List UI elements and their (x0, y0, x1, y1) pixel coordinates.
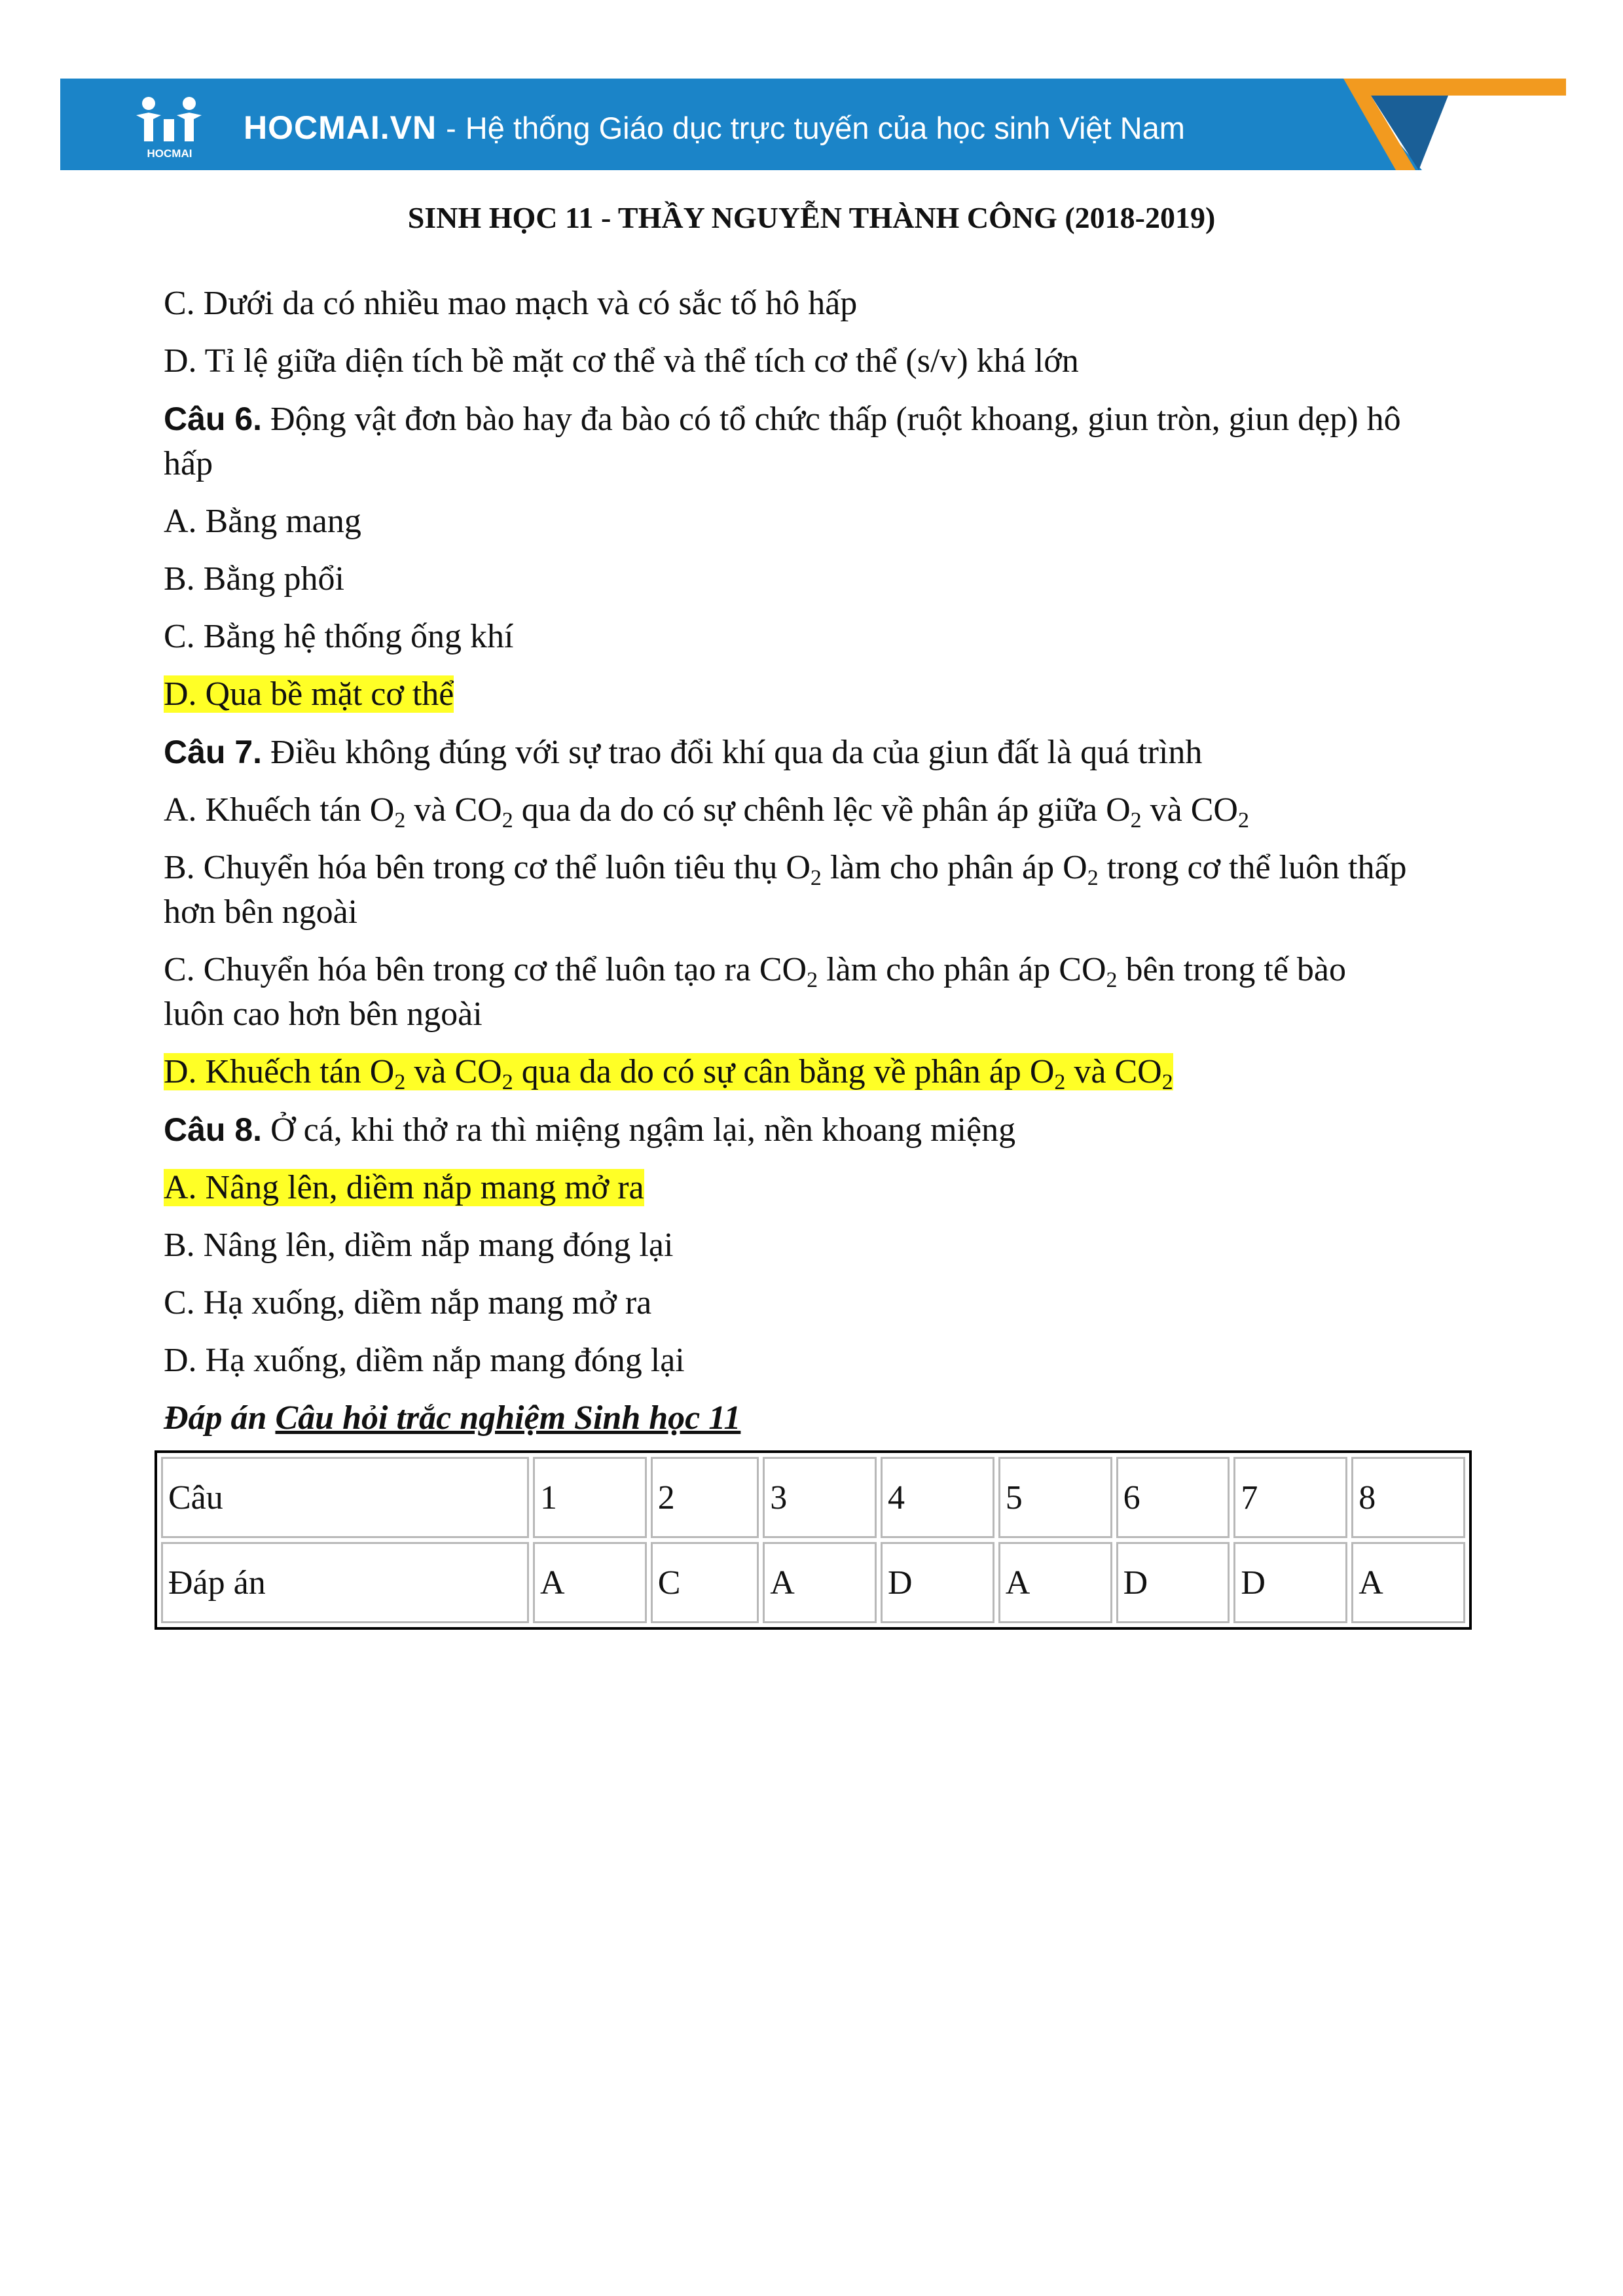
table-cell: 8 (1351, 1457, 1465, 1538)
table-cell: Đáp án (161, 1542, 529, 1623)
answer-table (155, 1450, 1472, 1630)
table-cell: 7 (1233, 1457, 1347, 1538)
hocmai-logo-icon[interactable] (131, 93, 208, 162)
q7-option-c: C. Chuyển hóa bên trong cơ thể luôn tạo ra $CO_2$ làm cho phân áp $CO_2$ bên trong tế bào luôn cao hơn bên ngoài (164, 951, 1346, 1033)
q6-option-b: B. Bằng phổi (164, 560, 344, 598)
q7-option-a: A. Khuếch tán $O_2$ và $CO_2$ qua da do có sự chênh lệc về phân áp giữa $O_2$ và $CO_2$ (164, 791, 1249, 833)
table-cell: A (998, 1542, 1112, 1623)
table-cell: D (1116, 1542, 1230, 1623)
header-banner (60, 79, 1566, 170)
correct-answer-highlight: A. Nâng lên, diềm nắp mang mở ra (164, 1169, 644, 1206)
q6-option-c: C. Bằng hệ thống ống khí (164, 618, 514, 655)
q6-option-d (164, 672, 1408, 717)
answer-heading-prefix: Đáp án (164, 1399, 267, 1437)
table-cell: A (1351, 1542, 1465, 1623)
table-cell: Câu (161, 1457, 529, 1538)
answer-heading (164, 1396, 1408, 1441)
q7-option-d (164, 1050, 1408, 1094)
table-row (161, 1542, 1465, 1623)
table-cell: 2 (651, 1457, 759, 1538)
question-label: Câu 8. (164, 1111, 263, 1148)
table-cell: A (763, 1542, 877, 1623)
q7-option-b: B. Chuyển hóa bên trong cơ thể luôn tiêu thụ $O_2$ làm cho phân áp $O_2$ trong cơ thể luôn thấp hơn bên ngoài (164, 849, 1407, 931)
question-7 (164, 730, 1408, 775)
question-label: Câu 6. (164, 401, 263, 437)
q8-option-c: C. Hạ xuống, diềm nắp mang mở ra (164, 1284, 652, 1321)
prev-option-c: C. Dưới da có nhiều mao mạch và có sắc tố hô hấp (164, 285, 858, 322)
table-cell: 4 (881, 1457, 994, 1538)
correct-answer-highlight: D. Qua bề mặt cơ thể (164, 675, 454, 713)
question-text: Ở cá, khi thở ra thì miệng ngậm lại, nền khoang miệng (270, 1111, 1016, 1149)
question-label: Câu 7. (164, 734, 263, 770)
document-title: SINH HỌC 11 - THẦY NGUYỄN THÀNH CÔNG (2018-2019) (407, 201, 1216, 234)
table-cell: D (1233, 1542, 1347, 1623)
table-row (161, 1457, 1465, 1538)
site-tagline: Hệ thống Giáo dục trực tuyến của học sinh Việt Nam (465, 110, 1185, 145)
table-cell: 6 (1116, 1457, 1230, 1538)
table-cell: C (651, 1542, 759, 1623)
document-body (164, 281, 1408, 1456)
table-cell: 1 (533, 1457, 647, 1538)
table-cell: D (881, 1542, 994, 1623)
q6-option-a: A. Bằng mang (164, 503, 361, 540)
question-text: Động vật đơn bào hay đa bào có tổ chức thấp (ruột khoang, giun tròn, giun dẹp) hô hấp (164, 401, 1401, 482)
table-cell: 3 (763, 1457, 877, 1538)
brand-separator: - (446, 110, 456, 145)
question-6 (164, 397, 1408, 486)
site-name[interactable]: HOCMAI.VN (244, 109, 437, 146)
prev-option-d: D. Tỉ lệ giữa diện tích bề mặt cơ thể và thể tích cơ thể (s/v) khá lớn (164, 342, 1079, 380)
q8-option-a (164, 1166, 1408, 1210)
table-cell: 5 (998, 1457, 1112, 1538)
question-8 (164, 1107, 1408, 1153)
table-cell: A (533, 1542, 647, 1623)
q8-option-b: B. Nâng lên, diềm nắp mang đóng lại (164, 1227, 674, 1264)
correct-answer-highlight: D. Khuếch tán $O_2$ và $CO_2$ qua da do có sự cân bằng về phân áp $O_2$ và $CO_2$ (164, 1053, 1173, 1094)
question-text: Điều không đúng với sự trao đổi khí qua da của giun đất là quá trình (270, 734, 1203, 771)
brand (244, 105, 1185, 151)
logo-text: HOCMAI (147, 147, 192, 160)
q8-option-d: D. Hạ xuống, diềm nắp mang đóng lại (164, 1342, 685, 1379)
answer-heading-link[interactable]: Câu hỏi trắc nghiệm Sinh học 11 (275, 1399, 741, 1437)
